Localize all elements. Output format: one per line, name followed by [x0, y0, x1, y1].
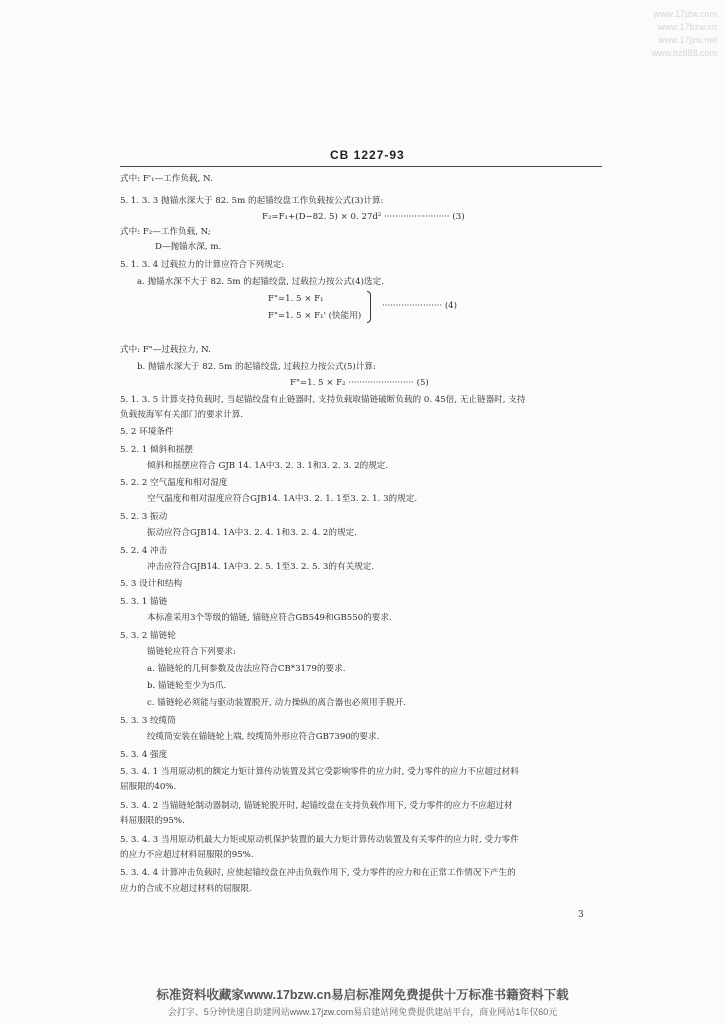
section-heading: 5. 2 环境条件 — [120, 427, 174, 437]
list-item: b. 锚链轮至少为5爪. — [147, 681, 227, 691]
formula-line: F₂=F₁+(D−82. 5) × 0. 27d² ························ (3) — [262, 212, 465, 222]
footer-banner-line: 标准资料收藏家www.17bzw.cn易启标准网免费提供十万标准书籍资料下载 — [156, 988, 569, 1002]
formula-line: F"=1. 5 × F₁ — [268, 294, 324, 304]
clause-heading: 5. 3. 4. 3 当用原动机最大力矩或原动机保护装置的最大力矩计算传动装置及有关零件的应力时, 受力零件 — [120, 835, 519, 845]
section-heading: 5. 3 设计和结构 — [120, 579, 183, 589]
watermark-line: www.17bzw.cn — [657, 22, 717, 32]
formula-line: F"=1. 5 × F₁' (快能用) — [268, 311, 362, 321]
text-line: 本标准采用3个等级的锚链, 锚链应符合GB549和GB550的要求. — [147, 613, 392, 623]
text-line: 式中: F"—过载拉力, N. — [120, 345, 211, 355]
watermark-line: www.17jzw.com — [653, 9, 717, 19]
text-line: b. 抛锚水深大于 82. 5m 的起锚绞盘, 过载拉力按公式(5)计算: — [137, 362, 376, 372]
header-rule — [120, 166, 602, 167]
text-line: 的应力不应超过材料屈服限的95%. — [120, 850, 254, 860]
text-line: 冲击应符合GJB14. 1A中3. 2. 5. 1至3. 2. 5. 3的有关规定. — [147, 562, 375, 572]
formula-brace — [367, 291, 371, 323]
text-line: 绞缆筒安装在锚链轮上端, 绞缆筒外形应符合GB7390的要求. — [147, 732, 380, 742]
watermark-line: www.bz888.com — [651, 48, 717, 58]
clause-heading: 5. 2. 3 振动 — [120, 512, 168, 522]
clause-heading: 5. 3. 1 锚链 — [120, 597, 168, 607]
clause-heading: 5. 1. 3. 3 抛锚水深大于 82. 5m 的起锚绞盘工作负载按公式(3)计算: — [120, 196, 384, 206]
clause-heading: 5. 3. 3 绞缆筒 — [120, 716, 176, 726]
text-line: 倾斜和摇摆应符合 GJB 14. 1A中3. 2. 3. 1和3. 2. 3. 2的规定. — [147, 461, 389, 471]
text-line: 式中: F₂—工作负载, N; — [120, 227, 211, 237]
list-item: a. 锚链轮的几何参数及齿法应符合CB*3179的要求. — [147, 664, 346, 674]
text-line: D—抛锚水深, m. — [155, 242, 222, 252]
clause-heading: 5. 2. 2 空气温度和相对湿度 — [120, 478, 228, 488]
clause-heading: 5. 3. 4. 4 计算冲击负载时, 应使起锚绞盘在冲击负载作用下, 受力零件的应力和在正常工作情况下产生的 — [120, 868, 516, 878]
clause-heading: 5. 2. 1 倾斜和摇摆 — [120, 445, 194, 455]
text-line: 锚链轮应符合下列要求: — [147, 647, 236, 657]
clause-heading: 5. 3. 4. 1 当用原动机的额定力矩计算传动装置及其它受影响零件的应力时, 受力零件的应力不应超过材料 — [120, 767, 519, 777]
formula-line: F"=1. 5 × F₂ ························ (5) — [290, 378, 429, 388]
document-code: CB 1227-93 — [330, 148, 405, 162]
list-item: c. 锚链轮必须能与驱动装置脱开, 动力操纵的离合器也必须用手脱开. — [147, 698, 407, 708]
clause-heading: 5. 3. 2 锚链轮 — [120, 631, 176, 641]
page-number: 3 — [578, 910, 584, 920]
text-line: 式中: F'₁—工作负载, N. — [120, 174, 213, 184]
text-line: 负载按海军有关部门的要求计算. — [120, 410, 244, 420]
formula-number: ······················ (4) — [382, 301, 458, 311]
clause-heading: 5. 1. 3. 4 过载拉力的计算应符合下列规定: — [120, 260, 285, 270]
footer-ad-line: 会打字、5分钟快速自助建网站www.17jzw.com易启建站网免费提供建站平台，商业网站1年仅60元 — [167, 1007, 558, 1017]
clause-heading: 5. 2. 4 冲击 — [120, 546, 168, 556]
text-line: 振动应符合GJB14. 1A中3. 2. 4. 1和3. 2. 4. 2的规定. — [147, 528, 357, 538]
text-line: 料屈服限的95%. — [120, 816, 185, 826]
text-line: 空气温度和相对湿度应符合GJB14. 1A中3. 2. 1. 1至3. 2. 1. 3的规定. — [147, 494, 418, 504]
clause-heading: 5. 1. 3. 5 计算支持负载时, 当起锚绞盘有止链器时, 支持负载取锚链破断负载的 0. 45倍, 无止链器时, 支持 — [120, 395, 526, 405]
text-line: a. 抛锚水深不大于 82. 5m 的起锚绞盘, 过载拉力按公式(4)选定. — [137, 277, 384, 287]
clause-heading: 5. 3. 4 强度 — [120, 750, 168, 760]
text-line: 屈服限的40%. — [120, 782, 177, 792]
corner-watermark — [651, 8, 717, 60]
text-line: 应力的合成不应超过材料的屈服限. — [120, 884, 252, 894]
watermark-line: www.17jzw.net — [657, 35, 717, 45]
clause-heading: 5. 3. 4. 2 当锚链轮制动器制动, 锚链轮脱开时, 起锚绞盘在支持负载作用下, 受力零件的应力不应超过材 — [120, 801, 513, 811]
